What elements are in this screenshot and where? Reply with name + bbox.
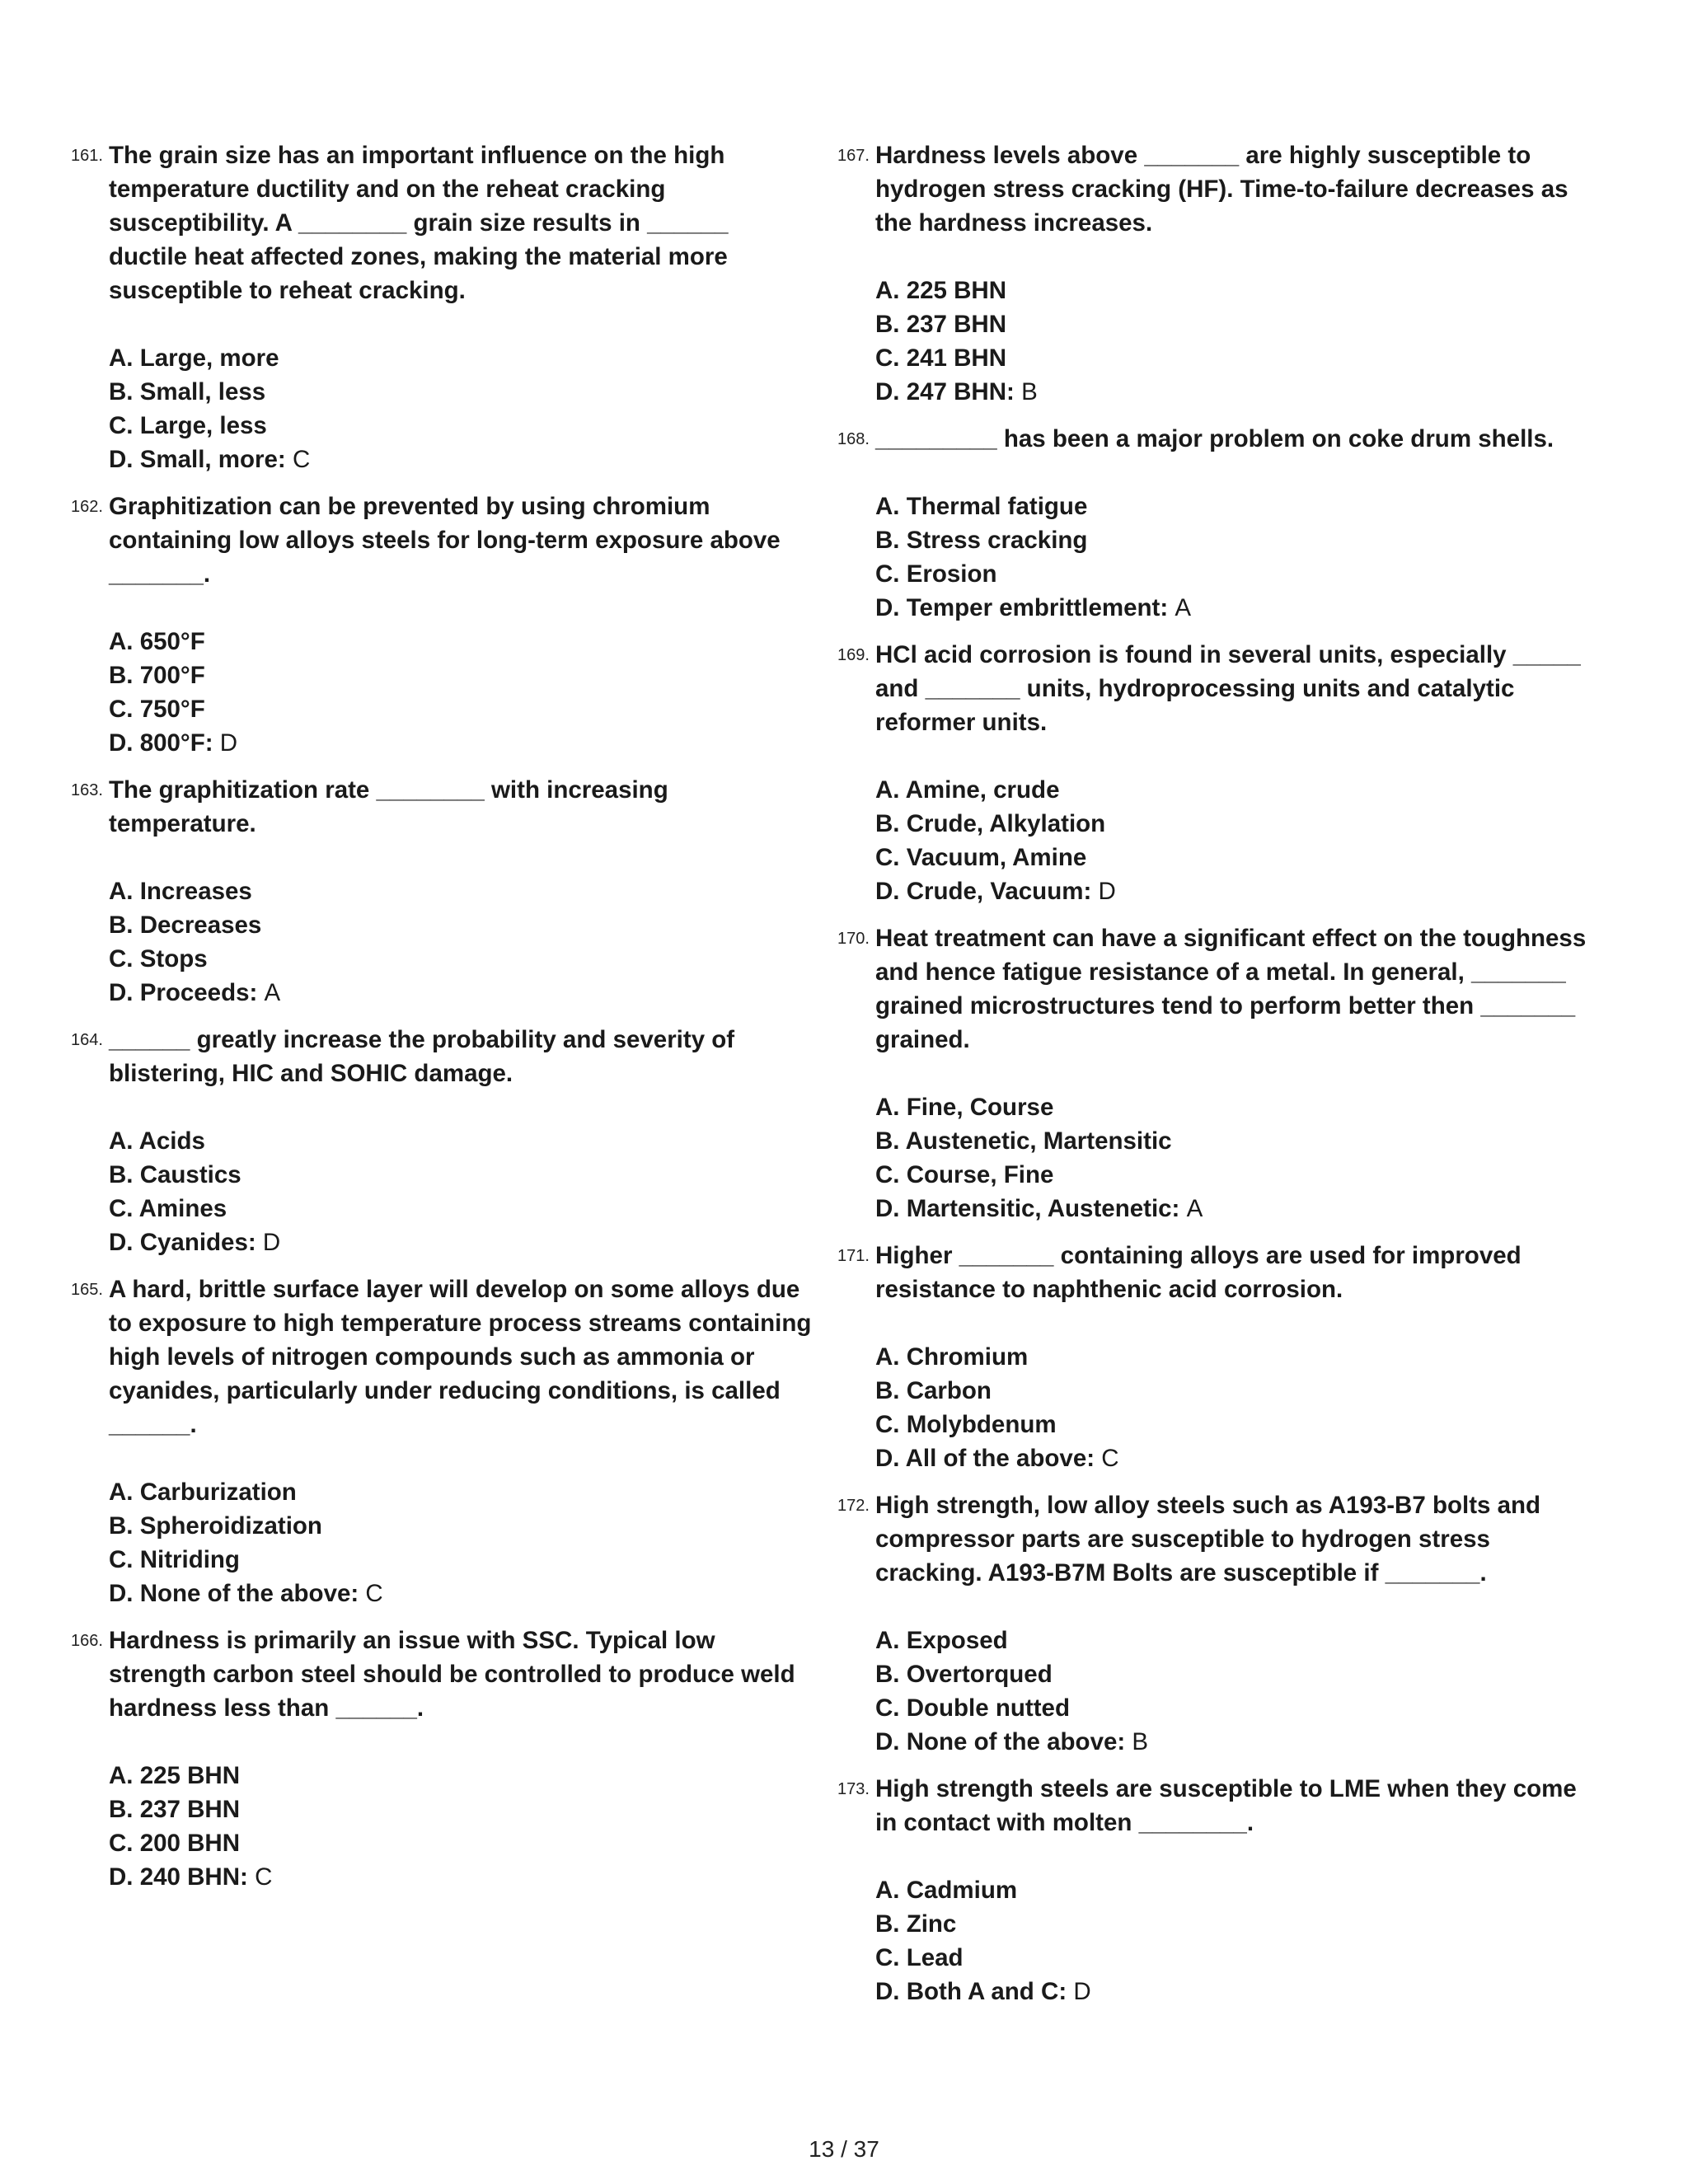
- option-label: D. Proceeds:: [109, 979, 258, 1006]
- option-list: [109, 1759, 813, 1894]
- option-list: [875, 1873, 1596, 2008]
- right-question-column: [837, 138, 1596, 2022]
- option-label: A. Fine, Course: [875, 1094, 1054, 1121]
- question-text: Hardness levels above _______ are highly susceptible to hydrogen stress cracking (HF). Time-to-failure decreases as the hardness increases.: [875, 142, 1575, 237]
- question-number: 170.: [837, 930, 870, 948]
- answer-option: [875, 841, 1596, 874]
- option-label: B. Spheroidization: [109, 1512, 322, 1540]
- answer-option: [875, 874, 1596, 908]
- question-text: High strength steels are susceptible to LME when they come in contact with molten ________.: [875, 1775, 1583, 1836]
- option-label: D. Small, more:: [109, 446, 286, 473]
- answer-option: [109, 1793, 813, 1826]
- answer-option: [109, 874, 813, 908]
- option-label: D. None of the above:: [875, 1728, 1126, 1755]
- correct-answer: C: [292, 446, 311, 473]
- question-number: 163.: [71, 781, 103, 799]
- option-list: [875, 1090, 1596, 1226]
- question-item: [71, 490, 813, 760]
- option-label: D. 240 BHN:: [109, 1863, 248, 1891]
- correct-answer: D: [1073, 1978, 1091, 2005]
- question-item: [71, 1624, 813, 1894]
- answer-option: [109, 1860, 813, 1894]
- answer-option: [109, 625, 813, 658]
- answer-option: [109, 658, 813, 692]
- option-label: B. Carbon: [875, 1377, 992, 1404]
- answer-option: [875, 1374, 1596, 1408]
- option-label: A. Increases: [109, 878, 252, 905]
- question-item: [837, 1239, 1596, 1475]
- question-text: Graphitization can be prevented by using chromium containing low alloys steels for long-term exposure above _______.: [109, 493, 787, 588]
- question-number: 171.: [837, 1247, 870, 1265]
- option-label: D. Crude, Vacuum:: [875, 878, 1092, 905]
- answer-option: [875, 773, 1596, 807]
- question-number: 162.: [71, 498, 103, 516]
- answer-option: [875, 1441, 1596, 1475]
- option-label: B. Crude, Alkylation: [875, 810, 1106, 837]
- answer-option: [875, 1192, 1596, 1226]
- option-label: B. Overtorqued: [875, 1661, 1053, 1688]
- option-list: [875, 1624, 1596, 1759]
- answer-option: [109, 1543, 813, 1577]
- option-list: [109, 1475, 813, 1610]
- answer-option: [109, 375, 813, 409]
- correct-answer: A: [1186, 1195, 1203, 1222]
- question-item: [837, 422, 1596, 625]
- question-item: [71, 1023, 813, 1259]
- question-number: 173.: [837, 1780, 870, 1798]
- question-text: HCl acid corrosion is found in several units, especially _____ and _______ units, hydroprocessing units and catalytic reformer units.: [875, 641, 1588, 736]
- correct-answer: D: [219, 729, 238, 757]
- option-label: B. Stress cracking: [875, 527, 1088, 554]
- question-text: Heat treatment can have a significant effect on the toughness and hence fatigue resistance of a metal. In general, _______ grained microstructures tend to perform better then _______ grained.: [875, 925, 1593, 1053]
- option-label: C. 200 BHN: [109, 1830, 241, 1857]
- answer-option: [875, 341, 1596, 375]
- answer-option: [875, 1090, 1596, 1124]
- question-number: 172.: [837, 1497, 870, 1515]
- option-label: D. Martensitic, Austenetic:: [875, 1195, 1180, 1222]
- option-list: [875, 490, 1596, 625]
- answer-option: [109, 1158, 813, 1192]
- option-label: D. 247 BHN:: [875, 378, 1015, 405]
- question-item: [71, 138, 813, 476]
- option-label: B. Decreases: [109, 912, 262, 939]
- option-label: A. Cadmium: [875, 1877, 1018, 1904]
- answer-option: [109, 942, 813, 976]
- option-label: D. Cyanides:: [109, 1229, 256, 1256]
- question-text: High strength, low alloy steels such as A193-B7 bolts and compressor parts are susceptible to hydrogen stress cracking. A193-B7M Bolts are susceptible if _______.: [875, 1492, 1548, 1586]
- option-list: [875, 773, 1596, 908]
- option-label: A. Chromium: [875, 1343, 1029, 1371]
- question-item: [837, 921, 1596, 1226]
- answer-option: [109, 1192, 813, 1226]
- option-label: C. Nitriding: [109, 1546, 240, 1573]
- option-label: A. Large, more: [109, 344, 279, 372]
- question-text: Higher _______ containing alloys are used for improved resistance to naphthenic acid corrosion.: [875, 1242, 1528, 1303]
- answer-option: [875, 274, 1596, 307]
- question-item: [837, 638, 1596, 908]
- question-number: 169.: [837, 646, 870, 664]
- question-item: [837, 1772, 1596, 2008]
- answer-option: [875, 490, 1596, 523]
- option-label: D. 800°F:: [109, 729, 213, 757]
- answer-option: [875, 1873, 1596, 1907]
- answer-option: [875, 307, 1596, 341]
- option-label: B. Caustics: [109, 1161, 241, 1188]
- correct-answer: C: [1101, 1445, 1119, 1472]
- question-text: The graphitization rate ________ with increasing temperature.: [109, 776, 675, 837]
- answer-option: [109, 341, 813, 375]
- option-label: D. None of the above:: [109, 1580, 359, 1607]
- answer-option: [109, 1226, 813, 1259]
- option-label: C. Amines: [109, 1195, 227, 1222]
- option-label: B. Small, less: [109, 378, 266, 405]
- option-label: D. All of the above:: [875, 1445, 1095, 1472]
- answer-option: [109, 1475, 813, 1509]
- answer-option: [109, 443, 813, 476]
- correct-answer: B: [1132, 1728, 1149, 1755]
- answer-option: [109, 1826, 813, 1860]
- answer-option: [875, 1408, 1596, 1441]
- question-item: [837, 138, 1596, 409]
- answer-option: [875, 1941, 1596, 1975]
- correct-answer: C: [365, 1580, 383, 1607]
- answer-option: [109, 1577, 813, 1610]
- option-label: A. Carburization: [109, 1479, 297, 1506]
- option-label: A. Thermal fatigue: [875, 493, 1088, 520]
- answer-option: [875, 1907, 1596, 1941]
- question-text: Hardness is primarily an issue with SSC. Typical low strength carbon steel should be controlled to produce weld hardness less than ______.: [109, 1627, 802, 1722]
- option-label: B. 237 BHN: [875, 311, 1007, 338]
- option-label: A. 225 BHN: [875, 277, 1007, 304]
- correct-answer: C: [255, 1863, 273, 1891]
- option-label: B. 700°F: [109, 662, 205, 689]
- question-text: _________ has been a major problem on coke drum shells.: [875, 425, 1554, 452]
- answer-option: [875, 1975, 1596, 2008]
- option-label: C. Molybdenum: [875, 1411, 1057, 1438]
- question-item: [837, 1488, 1596, 1759]
- option-label: C. 241 BHN: [875, 344, 1007, 372]
- option-list: [875, 274, 1596, 409]
- answer-option: [875, 1158, 1596, 1192]
- option-label: A. Acids: [109, 1127, 205, 1155]
- option-label: B. 237 BHN: [109, 1796, 241, 1823]
- option-label: A. 225 BHN: [109, 1762, 241, 1789]
- page-number: 13 / 37: [809, 2136, 879, 2162]
- answer-option: [875, 557, 1596, 591]
- correct-answer: D: [262, 1229, 281, 1256]
- answer-option: [109, 692, 813, 726]
- option-label: C. Double nutted: [875, 1694, 1070, 1722]
- option-label: C. Erosion: [875, 560, 997, 588]
- correct-answer: A: [264, 979, 281, 1006]
- option-label: A. Exposed: [875, 1627, 1008, 1654]
- answer-option: [109, 409, 813, 443]
- question-item: [71, 773, 813, 1010]
- answer-option: [109, 1759, 813, 1793]
- option-label: C. Stops: [109, 945, 208, 972]
- question-number: 168.: [837, 430, 870, 448]
- option-label: C. Course, Fine: [875, 1161, 1054, 1188]
- question-number: 166.: [71, 1632, 103, 1650]
- option-label: D. Temper embrittlement:: [875, 594, 1169, 621]
- question-number: 161.: [71, 147, 103, 165]
- option-label: D. Both A and C:: [875, 1978, 1067, 2005]
- answer-option: [875, 1657, 1596, 1691]
- correct-answer: B: [1021, 378, 1038, 405]
- answer-option: [109, 1124, 813, 1158]
- question-text: ______ greatly increase the probability and severity of blistering, HIC and SOHIC damage.: [109, 1026, 742, 1087]
- option-list: [109, 1124, 813, 1259]
- option-label: C. Large, less: [109, 412, 267, 439]
- answer-option: [875, 1624, 1596, 1657]
- answer-option: [875, 807, 1596, 841]
- option-label: C. Lead: [875, 1944, 964, 1971]
- answer-option: [109, 976, 813, 1010]
- answer-option: [109, 908, 813, 942]
- answer-option: [109, 726, 813, 760]
- option-label: A. 650°F: [109, 628, 205, 655]
- question-text: A hard, brittle surface layer will develop on some alloys due to exposure to high temperature process streams containing high levels of nitrogen compounds such as ammonia or cyanides, particularly under reducing conditions, is called ______.: [109, 1276, 818, 1438]
- answer-option: [109, 1509, 813, 1543]
- option-list: [109, 874, 813, 1010]
- option-label: B. Austenetic, Martensitic: [875, 1127, 1172, 1155]
- question-number: 165.: [71, 1281, 103, 1299]
- option-label: B. Zinc: [875, 1910, 957, 1938]
- option-label: C. 750°F: [109, 696, 205, 723]
- correct-answer: A: [1175, 594, 1192, 621]
- option-list: [109, 341, 813, 476]
- answer-option: [875, 1124, 1596, 1158]
- answer-option: [875, 1691, 1596, 1725]
- option-list: [875, 1340, 1596, 1475]
- left-question-column: [71, 138, 818, 1907]
- answer-option: [875, 523, 1596, 557]
- option-label: A. Amine, crude: [875, 776, 1060, 804]
- question-text: The grain size has an important influence on the high temperature ductility and on the reheat cracking susceptibility. A ________ grain size results in ______ ductile heat affected zones, making the material more susceptible to reheat cracking.: [109, 142, 735, 304]
- correct-answer: D: [1098, 878, 1116, 905]
- answer-option: [875, 375, 1596, 409]
- question-number: 167.: [837, 147, 870, 165]
- option-list: [109, 625, 813, 760]
- answer-option: [875, 591, 1596, 625]
- question-number: 164.: [71, 1031, 103, 1049]
- answer-option: [875, 1340, 1596, 1374]
- option-label: C. Vacuum, Amine: [875, 844, 1087, 871]
- answer-option: [875, 1725, 1596, 1759]
- question-item: [71, 1272, 818, 1610]
